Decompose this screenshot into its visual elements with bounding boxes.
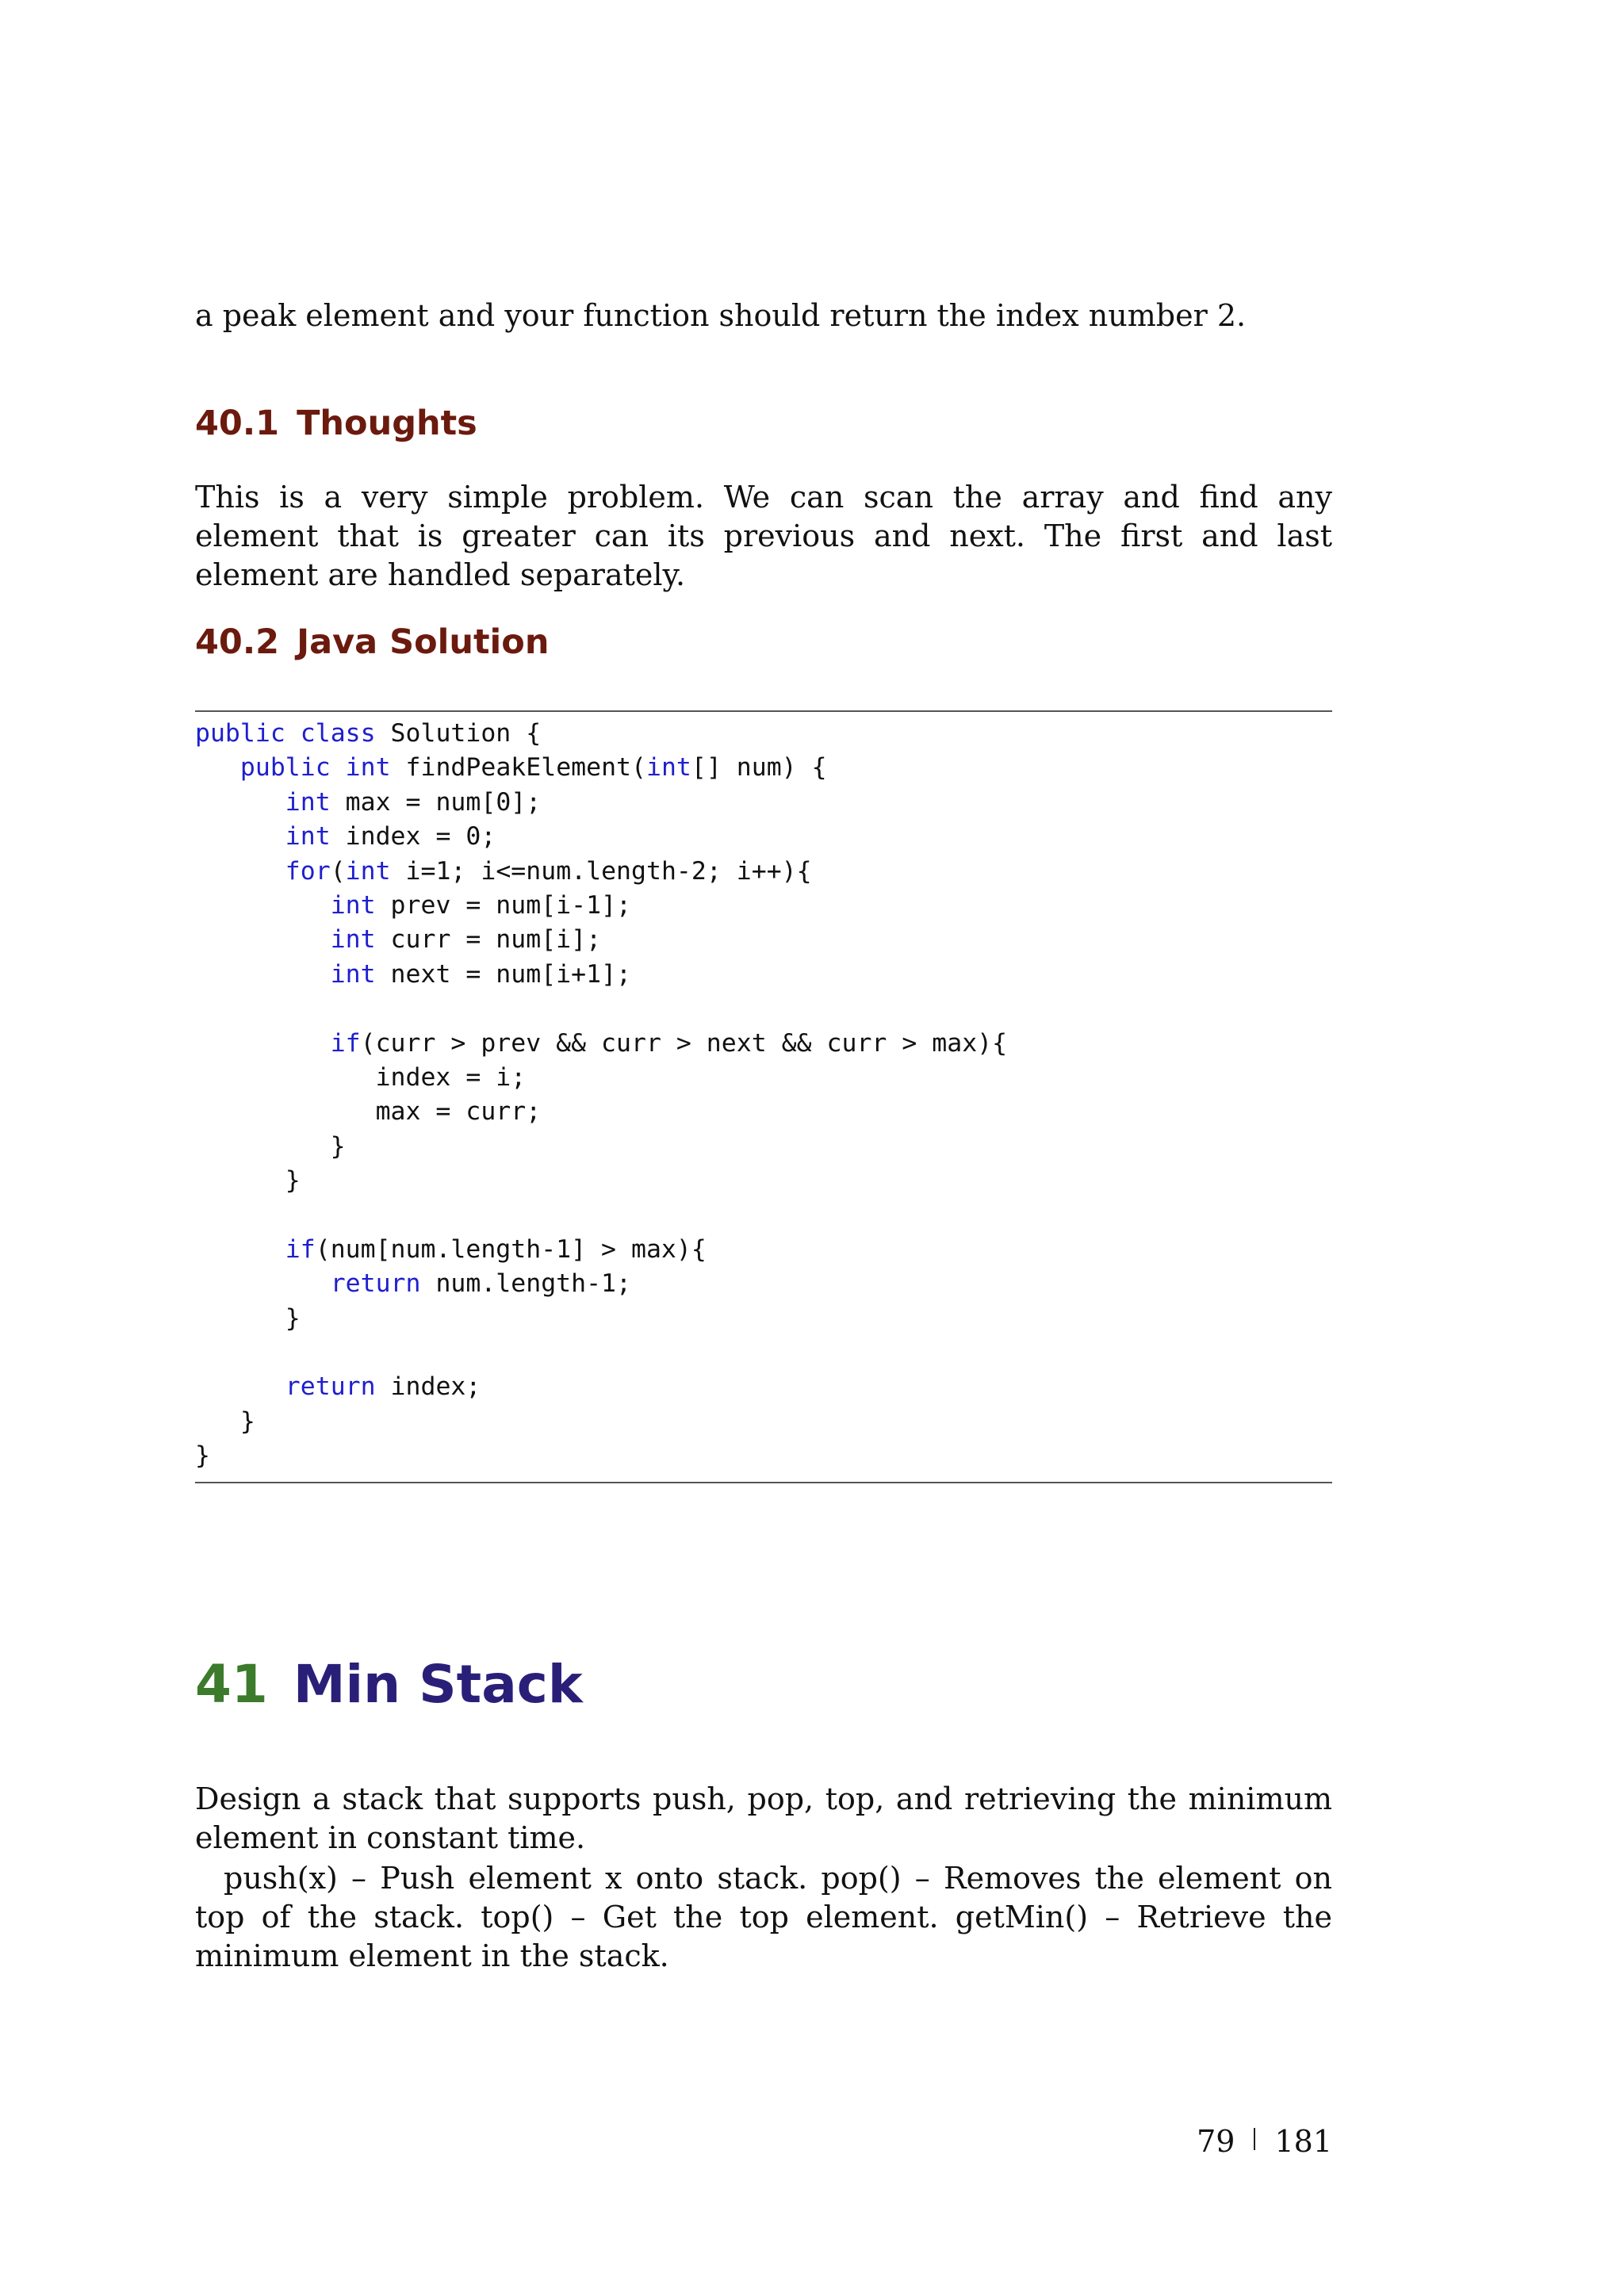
code-line: int curr = num[i];	[330, 925, 602, 955]
code-line: int max = num[0];	[285, 787, 542, 817]
code-line: }	[195, 1131, 346, 1161]
code-top-rule	[195, 710, 1332, 712]
code-line: int prev = num[i-1];	[330, 890, 631, 920]
section-number: 40.1	[195, 404, 280, 443]
code-line	[195, 992, 1007, 1026]
code-line	[195, 1336, 1007, 1370]
code-line: int next = num[i+1];	[330, 959, 631, 989]
code-line: }	[195, 1303, 301, 1333]
page-footer	[1197, 2122, 1332, 2160]
code-line: int index = 0;	[285, 822, 496, 851]
code-line: if(curr > prev && curr > next && curr > max){	[330, 1028, 1008, 1058]
footer-separator	[1254, 2128, 1255, 2150]
code-listing	[195, 717, 1007, 1474]
code-line	[195, 1198, 1007, 1232]
code-line: max = curr;	[195, 1097, 542, 1127]
code-line: }	[195, 1406, 255, 1436]
chapter-title: Min Stack	[293, 1654, 583, 1715]
code-line: }	[195, 1166, 301, 1196]
chapter-ops-text: push(x) – Push element x onto stack. pop() – Removes the element on top of the stack. top() – Get the top element. getMin() – Retrieve the minimum element in the stack.	[195, 1861, 1332, 1973]
code-line: }	[195, 1441, 210, 1471]
code-line: return num.length-1;	[330, 1269, 631, 1299]
chapter-intro-paragraph: Design a stack that supports push, pop, top, and retrieving the minimum element in constant time.	[195, 1781, 1332, 1855]
section-heading-java-solution	[195, 621, 549, 664]
chapter-ops-paragraph	[195, 1859, 1332, 1976]
section-title: Java Solution	[297, 622, 550, 662]
code-line: if(num[num.length-1] > max){	[285, 1234, 707, 1264]
intro-tail-text: a peak element and your function should return the index number 2.	[195, 298, 1247, 333]
thoughts-paragraph: This is a very simple problem. We can scan the array and find any element that is greater can its previous and next. The first and last element are handled separately.	[195, 480, 1332, 592]
chapter-heading	[195, 1653, 583, 1716]
chapter-number: 41	[195, 1654, 268, 1715]
total-pages: 181	[1274, 2124, 1332, 2159]
code-line: return index;	[285, 1372, 481, 1402]
section-number: 40.2	[195, 622, 280, 662]
section-heading-thoughts	[195, 402, 477, 445]
code-line: index = i;	[195, 1062, 527, 1092]
section-title: Thoughts	[297, 404, 477, 443]
code-line: public class Solution {	[195, 719, 542, 748]
code-line: for(int i=1; i<=num.length-2; i++){	[285, 856, 812, 886]
document-page	[195, 0, 1332, 2296]
page-number: 79	[1197, 2124, 1235, 2159]
code-line: public int findPeakElement(int[] num) {	[239, 753, 827, 783]
code-bottom-rule	[195, 1482, 1332, 1483]
